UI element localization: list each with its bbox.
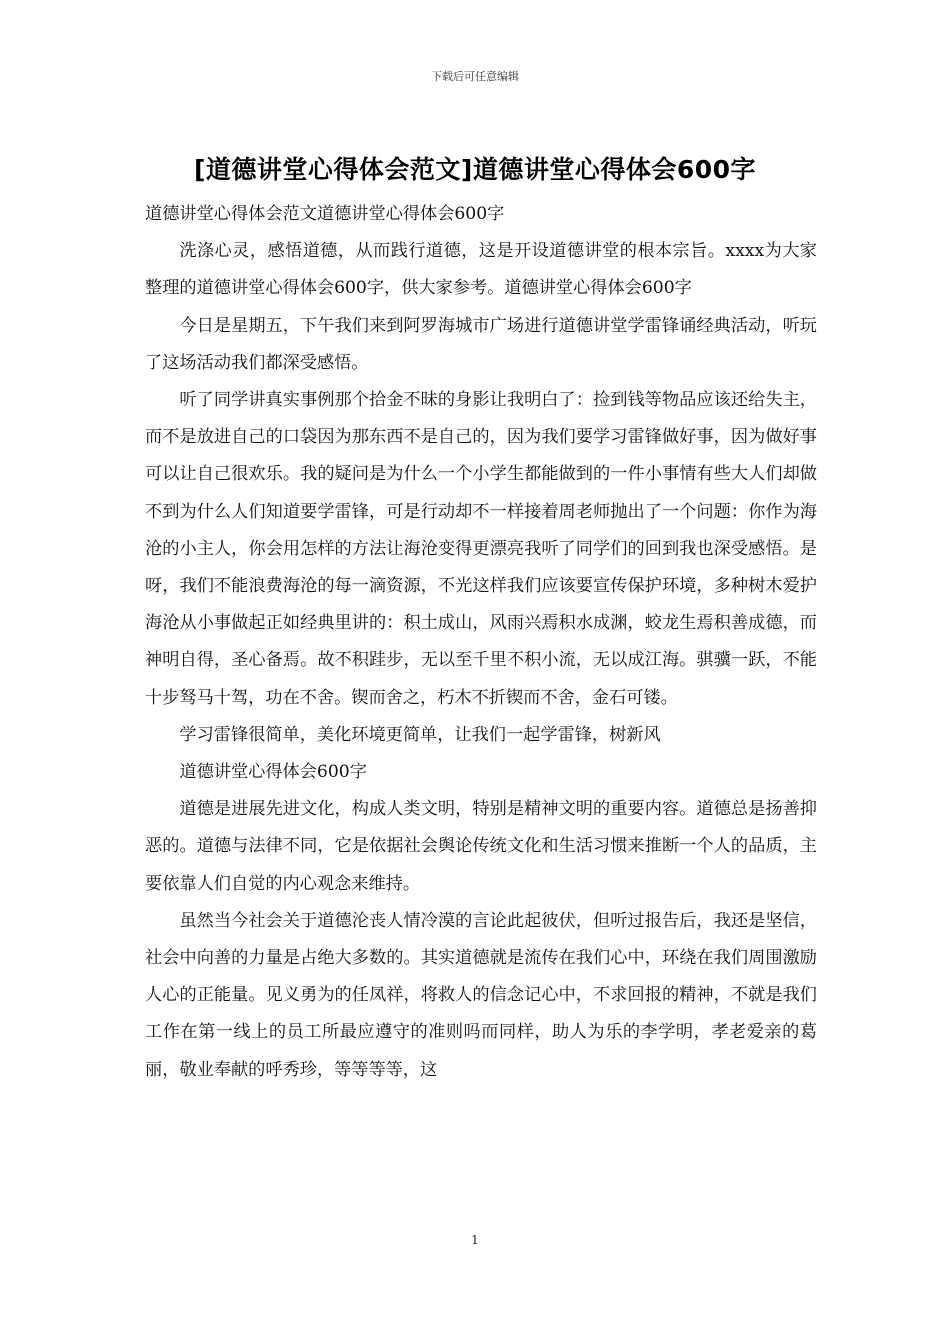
document-body [145, 196, 817, 1089]
subtitle-paragraph: 道德讲堂心得体会范文道德讲堂心得体会600字 [145, 204, 505, 224]
body-paragraph: 学习雷锋很简单，美化环境更简单，让我们一起学雷锋，树新风 [179, 724, 661, 745]
section-heading: 道德讲堂心得体会600字 [179, 762, 367, 783]
body-paragraph: 洗涤心灵，感悟道德，从而践行道德，这是开设道德讲堂的根本宗旨。xxxx为大家整理的道德讲堂心得体会600字，供大家参考。道德讲堂心得体会600字 [145, 241, 817, 299]
body-paragraph: 道德是进展先进文化，构成人类文明，特别是精神文明的重要内容。道德总是扬善抑恶的。道德与法律不同，它是依据社会舆论传统文化和生活习惯来推断一个人的品质，主要依靠人们自觉的内心观念来维持。 [145, 799, 817, 894]
page-number: 1 [471, 1233, 479, 1247]
body-paragraph: 虽然当今社会关于道德沦丧人情冷漠的言论此起彼伏，但听过报告后，我还是坚信，社会中向善的力量是占绝大多数的。其实道德就是流传在我们心中，环绕在我们周围激励人心的正能量。见义勇为的任凤祥，将救人的信念记心中，不求回报的精神，不就是我们工作在第一线上的员工所最应遵守的准则吗而同样，助人为乐的李学明，孝老爱亲的葛丽，敬业奉献的呼秀珍，等等等等，这 [145, 910, 817, 1080]
body-paragraph: 今日是星期五，下午我们来到阿罗海城市广场进行道德讲堂学雷锋诵经典活动，听玩了这场活动我们都深受感悟。 [145, 315, 817, 373]
document-title: [道德讲堂心得体会范文]道德讲堂心得体会600字 [193, 155, 757, 184]
body-paragraph: 听了同学讲真实事例那个拾金不昧的身影让我明白了：捡到钱等物品应该还给失主，而不是放进自己的口袋因为那东西不是自己的，因为我们要学习雷锋做好事，因为做好事可以让自己很欢乐。我的疑问是为什么一个小学生都能做到的一件小事情有些大人们却做不到为什么人们知道要学雷锋，可是行动却不一样接着周老师抛出了一个问题：你作为海沧的小主人，你会用怎样的方法让海沧变得更漂亮我听了同学们的回到我也深受感悟。是呀，我们不能浪费海沧的每一滴资源，不光这样我们应该要宣传保护环境，多种树木爱护海沧从小事做起正如经典里讲的：积土成山，风雨兴焉积水成渊，蛟龙生焉积善成德，而神明自得，圣心备焉。故不积跬步，无以至千里不积小流，无以成江海。骐骥一跃，不能十步驽马十驾，功在不舍。锲而舍之，朽木不折锲而不舍，金石可镂。 [145, 390, 817, 708]
page-header-note: 下载后可任意编辑 [431, 70, 519, 83]
